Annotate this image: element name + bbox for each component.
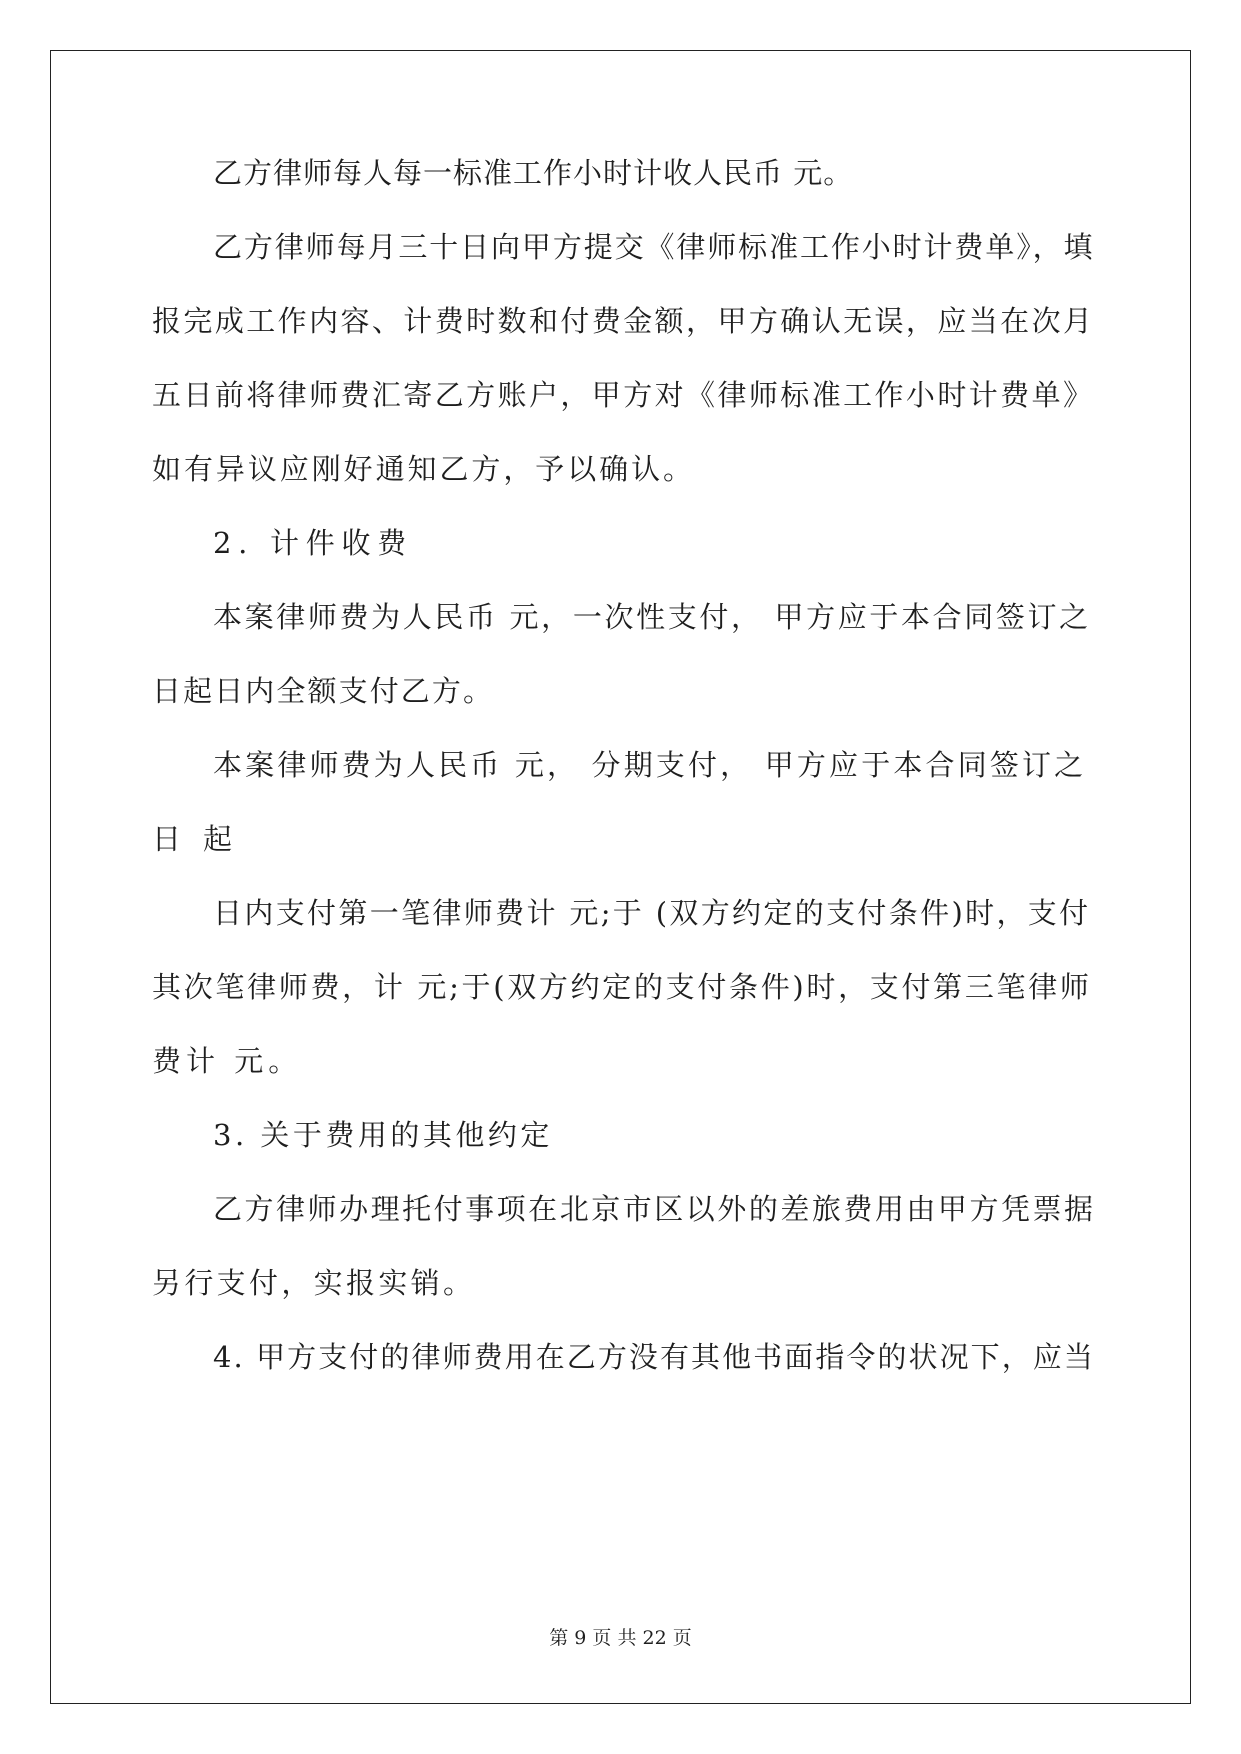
paragraph-line: 日起 bbox=[152, 822, 255, 856]
paragraph-line: 报完成工作内容、计费时数和付费金额，甲方确认无误，应当在次月 bbox=[152, 304, 1095, 338]
paragraph-line: 乙方律师每人每一标准工作小时计收人民币 元。 bbox=[213, 156, 854, 190]
paragraph-line: 其次笔律师费，计 元;于(双方约定的支付条件)时，支付第三笔律师 bbox=[152, 970, 1092, 1004]
paragraph-line: 本案律师费为人民币 元， 分期支付， 甲方应于本合同签订之 bbox=[213, 748, 1087, 782]
paragraph-line: 日起日内全额支付乙方。 bbox=[152, 674, 495, 708]
page-number-footer: 第 9 页 共 22 页 bbox=[549, 1627, 692, 1649]
paragraph-line: 乙方律师每月三十日向甲方提交《律师标准工作小时计费单》，填 bbox=[213, 230, 1095, 264]
paragraph-line: 本案律师费为人民币 元，一次性支付， 甲方应于本合同签订之 bbox=[213, 600, 1091, 634]
paragraph-line: 费计 元。 bbox=[152, 1044, 303, 1078]
paragraph-line: 日内支付第一笔律师费计 元;于 (双方约定的支付条件)时，支付 bbox=[213, 896, 1091, 930]
page-border bbox=[50, 50, 1191, 1704]
paragraph-line: 4. 甲方支付的律师费用在乙方没有其他书面指令的状况下，应当 bbox=[213, 1340, 1095, 1374]
paragraph-line: 如有异议应刚好通知乙方，予以确认。 bbox=[152, 452, 695, 486]
paragraph-line: 五日前将律师费汇寄乙方账户，甲方对《律师标准工作小时计费单》 bbox=[152, 378, 1095, 412]
section-heading: 3. 关于费用的其他约定 bbox=[213, 1118, 553, 1152]
section-heading: 2. 计件收费 bbox=[213, 526, 413, 560]
paragraph-line: 乙方律师办理托付事项在北京市区以外的差旅费用由甲方凭票据 bbox=[213, 1192, 1096, 1226]
paragraph-line: 另行支付，实报实销。 bbox=[152, 1266, 476, 1300]
